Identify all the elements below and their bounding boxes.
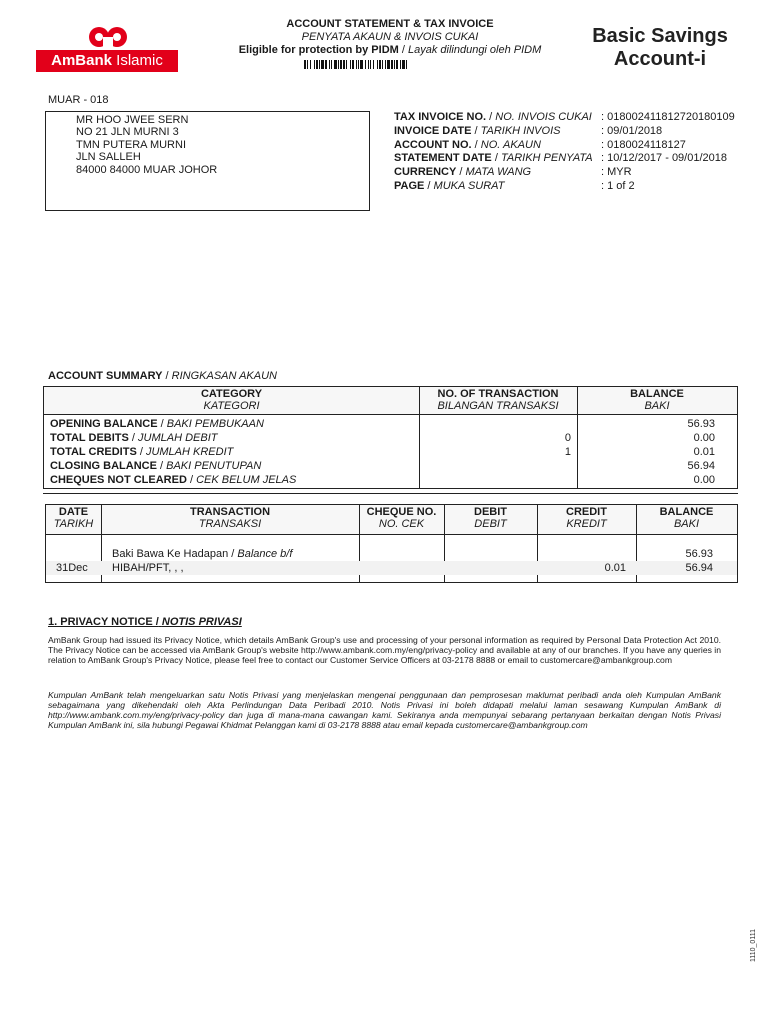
account-summary-title: ACCOUNT SUMMARY / RINGKASAN AKAUN <box>48 370 277 382</box>
address-line: TMN PUTERA MURNI <box>76 138 186 151</box>
summary-row: OPENING BALANCE / BAKI PEMBUKAAN 56.93 <box>50 418 715 430</box>
barcode-icon <box>304 60 476 69</box>
info-row-page: PAGE / MUKA SURAT : 1 of 2 <box>394 179 635 192</box>
info-row-account-no: ACCOUNT NO. / NO. AKAUN : 0180024118127 <box>394 138 686 151</box>
summary-row: TOTAL CREDITS / JUMLAH KREDIT 1 0.01 <box>50 446 715 458</box>
customer-address-box <box>45 111 370 211</box>
transaction-row: 31Dec HIBAH/PFT, , , 0.01 56.94 <box>46 561 737 575</box>
info-row-invoice-date: INVOICE DATE / TARIKH INVOIS : 09/01/2018 <box>394 124 663 137</box>
ambank-islamic-logo <box>36 22 178 76</box>
statement-subtitle: PENYATA AKAUN & INVOIS CUKAI <box>301 31 479 43</box>
statement-title: ACCOUNT STATEMENT & TAX INVOICE <box>286 18 494 30</box>
logo-wordmark: AmBank Islamic <box>36 50 178 72</box>
product-title: Basic Savings Account-i <box>592 25 728 70</box>
txn-header-date: DATE TARIKH <box>53 506 94 530</box>
privacy-notice-english: AmBank Group had issued its Privacy Notice, which details AmBank Group's use and processing of your personal information as required by Personal Data Protection Act 2010. The Privacy Notice can be accessed via AmBank Group's website http://www.ambank.com.my/eng/privacy-policy and available at any of our branches. If you have any queries in relation to AmBank Group's Privacy Notice, please feel free to contact our Customer Service Officers at 03-2178 8888 or email to customercare@ambankgroup.com <box>48 635 721 665</box>
address-line: JLN SALLEH <box>76 151 141 164</box>
statement-header <box>210 18 570 73</box>
account-summary-table <box>43 386 738 489</box>
address-line: NO 21 JLN MURNI 3 <box>76 126 179 139</box>
summary-header-category: CATEGORY KATEGORI <box>200 388 263 412</box>
branch-code: MUAR - 018 <box>48 94 109 106</box>
address-line: 84000 84000 MUAR JOHOR <box>76 163 218 176</box>
txn-header-cheque: CHEQUE NO. NO. CEK <box>366 506 437 530</box>
summary-row: CHEQUES NOT CLEARED / CEK BELUM JELAS 0.00 <box>50 474 715 486</box>
transactions-table <box>45 504 738 583</box>
txn-header-credit: CREDIT KREDIT <box>566 506 607 530</box>
info-row-tax-invoice: TAX INVOICE NO. / NO. INVOIS CUKAI : 01800241181272018010​9 <box>394 111 735 123</box>
info-row-statement-date: STATEMENT DATE / TARIKH PENYATA : 10/12/2017 - 09/01/2018 <box>394 152 727 165</box>
privacy-notice-malay: Kumpulan AmBank telah mengeluarkan satu Notis Privasi yang menjelaskan mengenai penggunaan dan pemprosesan maklumat peribadi anda oleh Kumpulan AmBank sebagaimana yang dikehendaki oleh Akta Perlindungan Data Peribadi 2010. Notis Privasi ini boleh didapati melalui laman sesawang Kumpulan AmBank di http://www.ambank.com.my/eng/privacy-policy dan juga di mana-mana cawangan kami. Sekiranya anda mempunyai sebarang pertanyaan berkaitan dengan Notis Privasi Kumpulan AmBank ini, sila hubungi Pegawai Khidmat Pelanggan kami di 03-2178 8888 atau email kepada customercare@ambankgroup.com <box>48 690 721 730</box>
summary-header-balance: BALANCE BAKI <box>630 388 684 412</box>
section-divider <box>43 493 738 494</box>
txn-header-balance: BALANCE BAKI <box>659 506 714 530</box>
summary-header-transactions: NO. OF TRANSACTION BILANGAN TRANSAKSI <box>437 388 559 412</box>
document-code: 1110_0111 <box>750 929 757 962</box>
pidm-protection-note: Eligible for protection by PIDM / Layak dilindungi oleh PIDM <box>238 44 542 56</box>
ambank-logo-icon <box>88 26 128 48</box>
invoice-info <box>394 111 735 194</box>
summary-row: CLOSING BALANCE / BAKI PENUTUPAN 56.94 <box>50 460 715 472</box>
txn-header-debit: DEBIT DEBIT <box>474 506 507 530</box>
summary-row: TOTAL DEBITS / JUMLAH DEBIT 0 0.00 <box>50 432 715 444</box>
address-line: MR HOO JWEE SERN <box>76 114 189 126</box>
privacy-notice-title: 1. PRIVACY NOTICE / NOTIS PRIVASI <box>48 616 242 628</box>
info-row-currency: CURRENCY / MATA WANG : MYR <box>394 166 632 179</box>
txn-header-transaction: TRANSACTION TRANSAKSI <box>189 506 271 530</box>
transaction-row: Baki Bawa Ke Hadapan / Balance b/f 56.93 <box>112 548 713 560</box>
